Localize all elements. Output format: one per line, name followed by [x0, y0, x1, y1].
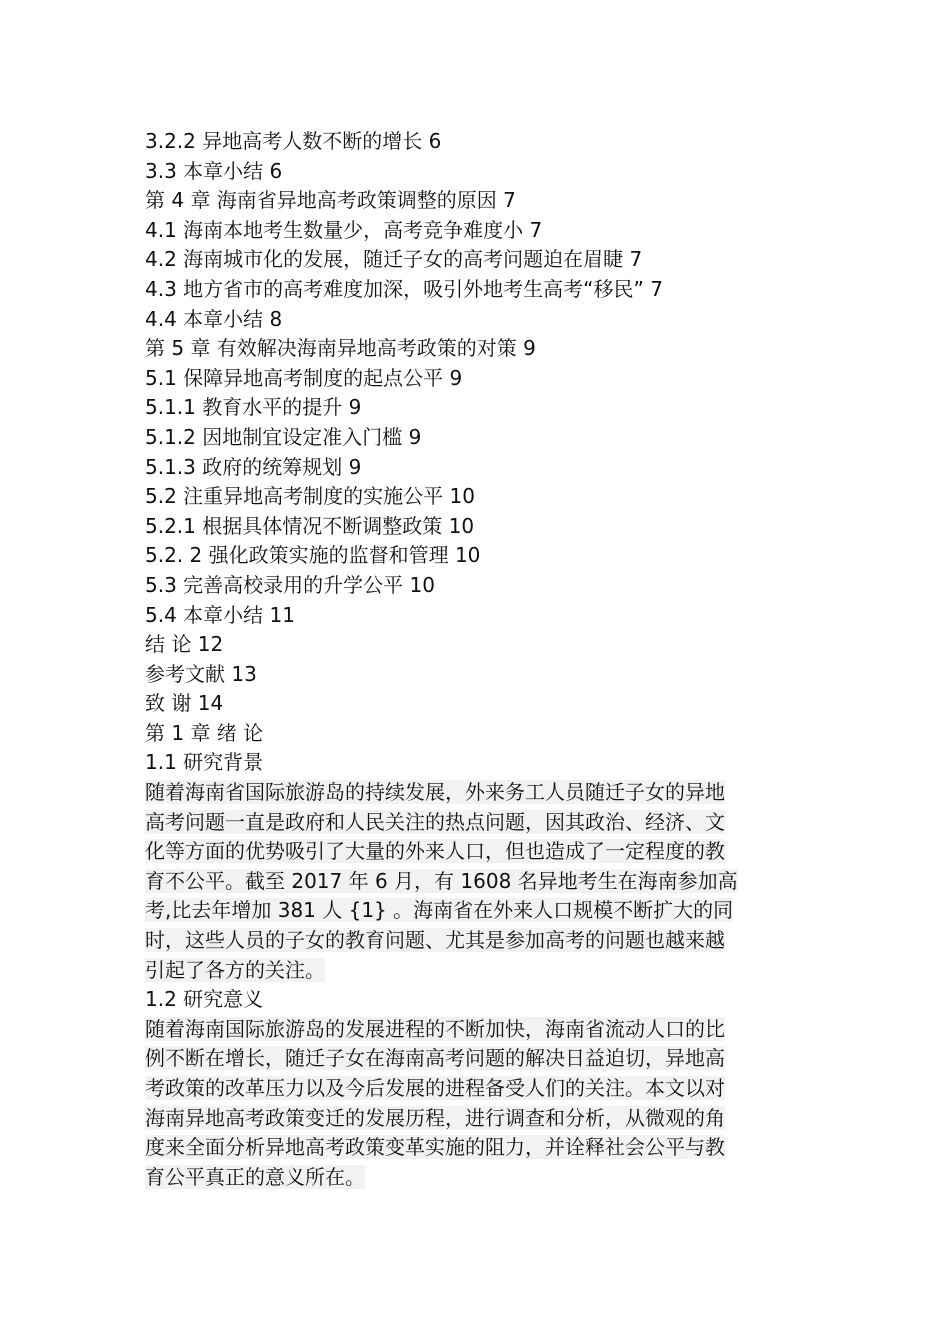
paragraph-line: 随着海南国际旅游岛的发展进程的不断加快，海南省流动人口的比 [145, 1016, 725, 1041]
paragraph-line: 育不公平。截至 2017 年 6 月，有 1608 名异地考生在海南参加高 [145, 868, 738, 893]
paragraph-line: 高考问题一直是政府和人民关注的热点问题，因其政治、经济、文 [145, 809, 725, 834]
toc-entry: 5.4 本章小结 11 [145, 602, 295, 627]
toc-entry: 5.1 保障异地高考制度的起点公平 9 [145, 365, 463, 390]
toc-entry: 5.1.2 因地制宜设定准入门槛 9 [145, 424, 422, 449]
toc-entry: 5.1.3 政府的统筹规划 9 [145, 454, 362, 479]
chapter-title: 第 1 章 绪 论 [145, 720, 264, 745]
toc-entry: 5.2.1 根据具体情况不断调整政策 10 [145, 513, 475, 538]
toc-entry: 4.3 地方省市的高考难度加深，吸引外地考生高考“移民” 7 [145, 276, 663, 301]
paragraph-line: 度来全面分析异地高考政策变革实施的阻力，并诠释社会公平与教 [145, 1135, 725, 1160]
paragraph-research-significance [145, 1015, 805, 1193]
toc-entry: 参考文献 13 [145, 661, 257, 686]
paragraph-line: 随着海南省国际旅游岛的持续发展，外来务工人员随迁子女的异地 [145, 780, 725, 805]
toc-entry: 4.2 海南城市化的发展，随迁子女的高考问题迫在眉睫 7 [145, 247, 643, 272]
toc-entry: 3.3 本章小结 6 [145, 158, 283, 183]
paragraph-line: 例不断在增长，随迁子女在海南高考问题的解决日益迫切，异地高 [145, 1046, 725, 1071]
toc-entry: 5.2. 2 强化政策实施的监督和管理 10 [145, 543, 481, 568]
section-heading-1-2: 1.2 研究意义 [145, 987, 264, 1012]
toc-entry: 致 谢 14 [145, 691, 224, 716]
toc-entry: 4.1 海南本地考生数量少，高考竞争难度小 7 [145, 217, 543, 242]
toc-entry: 5.1.1 教育水平的提升 9 [145, 395, 362, 420]
toc-entry: 4.4 本章小结 8 [145, 306, 283, 331]
table-of-contents [145, 127, 805, 719]
paragraph-research-background [145, 778, 805, 985]
toc-entry: 5.2 注重异地高考制度的实施公平 10 [145, 484, 475, 509]
document-page [145, 127, 805, 1192]
paragraph-line: 时，这些人员的子女的教育问题、尤其是参加高考的问题也越来越 [145, 928, 725, 953]
toc-entry: 结 论 12 [145, 632, 224, 657]
paragraph-line: 海南异地高考政策变迁的发展历程，进行调查和分析，从微观的角 [145, 1105, 725, 1130]
paragraph-line: 化等方面的优势吸引了大量的外来人口，但也造成了一定程度的教 [145, 839, 725, 864]
toc-entry: 3.2.2 异地高考人数不断的增长 6 [145, 129, 442, 153]
paragraph-line: 考,比去年增加 381 人 {1} 。海南省在外来人口规模不断扩大的同 [145, 898, 734, 923]
section-heading-1-1: 1.1 研究背景 [145, 750, 264, 775]
toc-entry: 第 5 章 有效解决海南异地高考政策的对策 9 [145, 336, 536, 361]
paragraph-line: 考政策的改革压力以及今后发展的进程备受人们的关注。本文以对 [145, 1076, 725, 1100]
paragraph-line: 育公平真正的意义所在。 [145, 1164, 365, 1189]
toc-entry: 第 4 章 海南省异地高考政策调整的原因 7 [145, 188, 516, 213]
paragraph-line: 引起了各方的关注。 [145, 957, 325, 982]
toc-entry: 5.3 完善高校录用的升学公平 10 [145, 572, 435, 597]
